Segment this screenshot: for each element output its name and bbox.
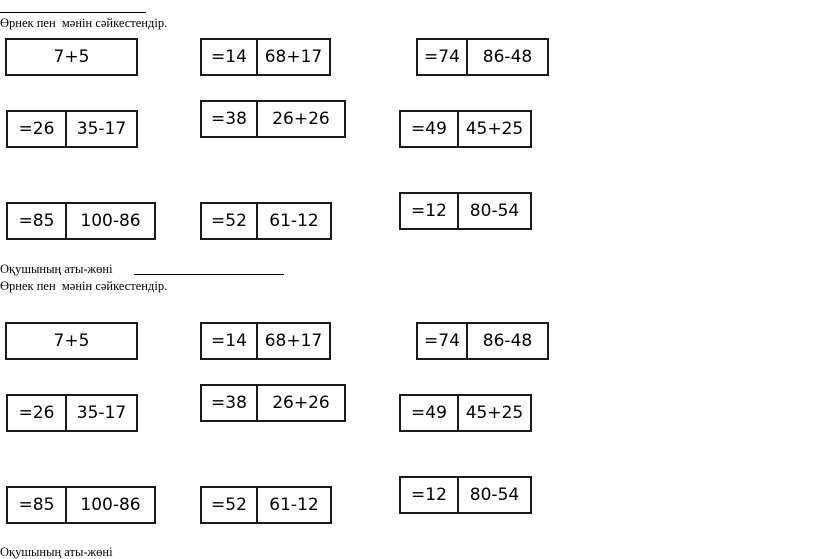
match-card [200,38,331,76]
card-answer: =74 [418,324,468,358]
card-expression: 68+17 [264,331,323,351]
card-expression: 68+17 [264,47,323,67]
expression-card [5,38,138,76]
card-expression: 35-17 [76,403,127,423]
instruction-text: Өрнек пен мәнін сәйкестендір. [0,279,168,293]
card-answer: =49 [401,112,459,146]
card-expression: 35-17 [76,119,127,139]
card-expression: 100-86 [80,211,141,231]
match-card [399,476,532,514]
card-answer: =14 [202,40,258,74]
match-card [6,394,138,432]
card-answer: =38 [202,386,258,420]
student-name-label: Оқушының аты-жөні [0,545,113,559]
card-expression: 100-86 [80,495,141,515]
top-underline [0,12,146,13]
card-expression: 80-54 [469,485,520,505]
card-answer: =52 [202,204,258,238]
card-answer: =85 [8,204,67,238]
match-card [6,110,138,148]
card-expression: 45+25 [465,119,524,139]
match-card [416,38,549,76]
card-expression: 86-48 [482,331,533,351]
instruction-text: Өрнек пен мәнін сәйкестендір. [0,16,168,30]
match-card [200,100,346,138]
student-name-field [134,274,284,275]
card-answer: =26 [8,396,67,430]
match-card [6,486,156,524]
card-expression: 7+5 [53,47,90,67]
card-answer: =49 [401,396,459,430]
match-card [399,192,532,230]
card-expression: 26+26 [272,109,330,129]
card-answer: =38 [202,102,258,136]
card-answer: =12 [401,194,459,228]
card-expression: 7+5 [53,331,90,351]
card-expression: 61-12 [269,495,319,515]
card-expression: 26+26 [272,393,330,413]
card-expression: 86-48 [482,47,533,67]
expression-card [5,322,138,360]
card-expression: 61-12 [269,211,319,231]
card-expression: 45+25 [465,403,524,423]
card-answer: =26 [8,112,67,146]
match-card [6,202,156,240]
card-answer: =14 [202,324,258,358]
match-card [416,322,549,360]
match-card [200,202,332,240]
match-card [200,322,331,360]
card-expression: 80-54 [469,201,520,221]
card-answer: =52 [202,488,258,522]
card-answer: =85 [8,488,67,522]
match-card [200,486,332,524]
match-card [399,110,532,148]
card-answer: =74 [418,40,468,74]
match-card [200,384,346,422]
student-name-label: Оқушының аты-жөні [0,262,113,276]
match-card [399,394,532,432]
card-answer: =12 [401,478,459,512]
